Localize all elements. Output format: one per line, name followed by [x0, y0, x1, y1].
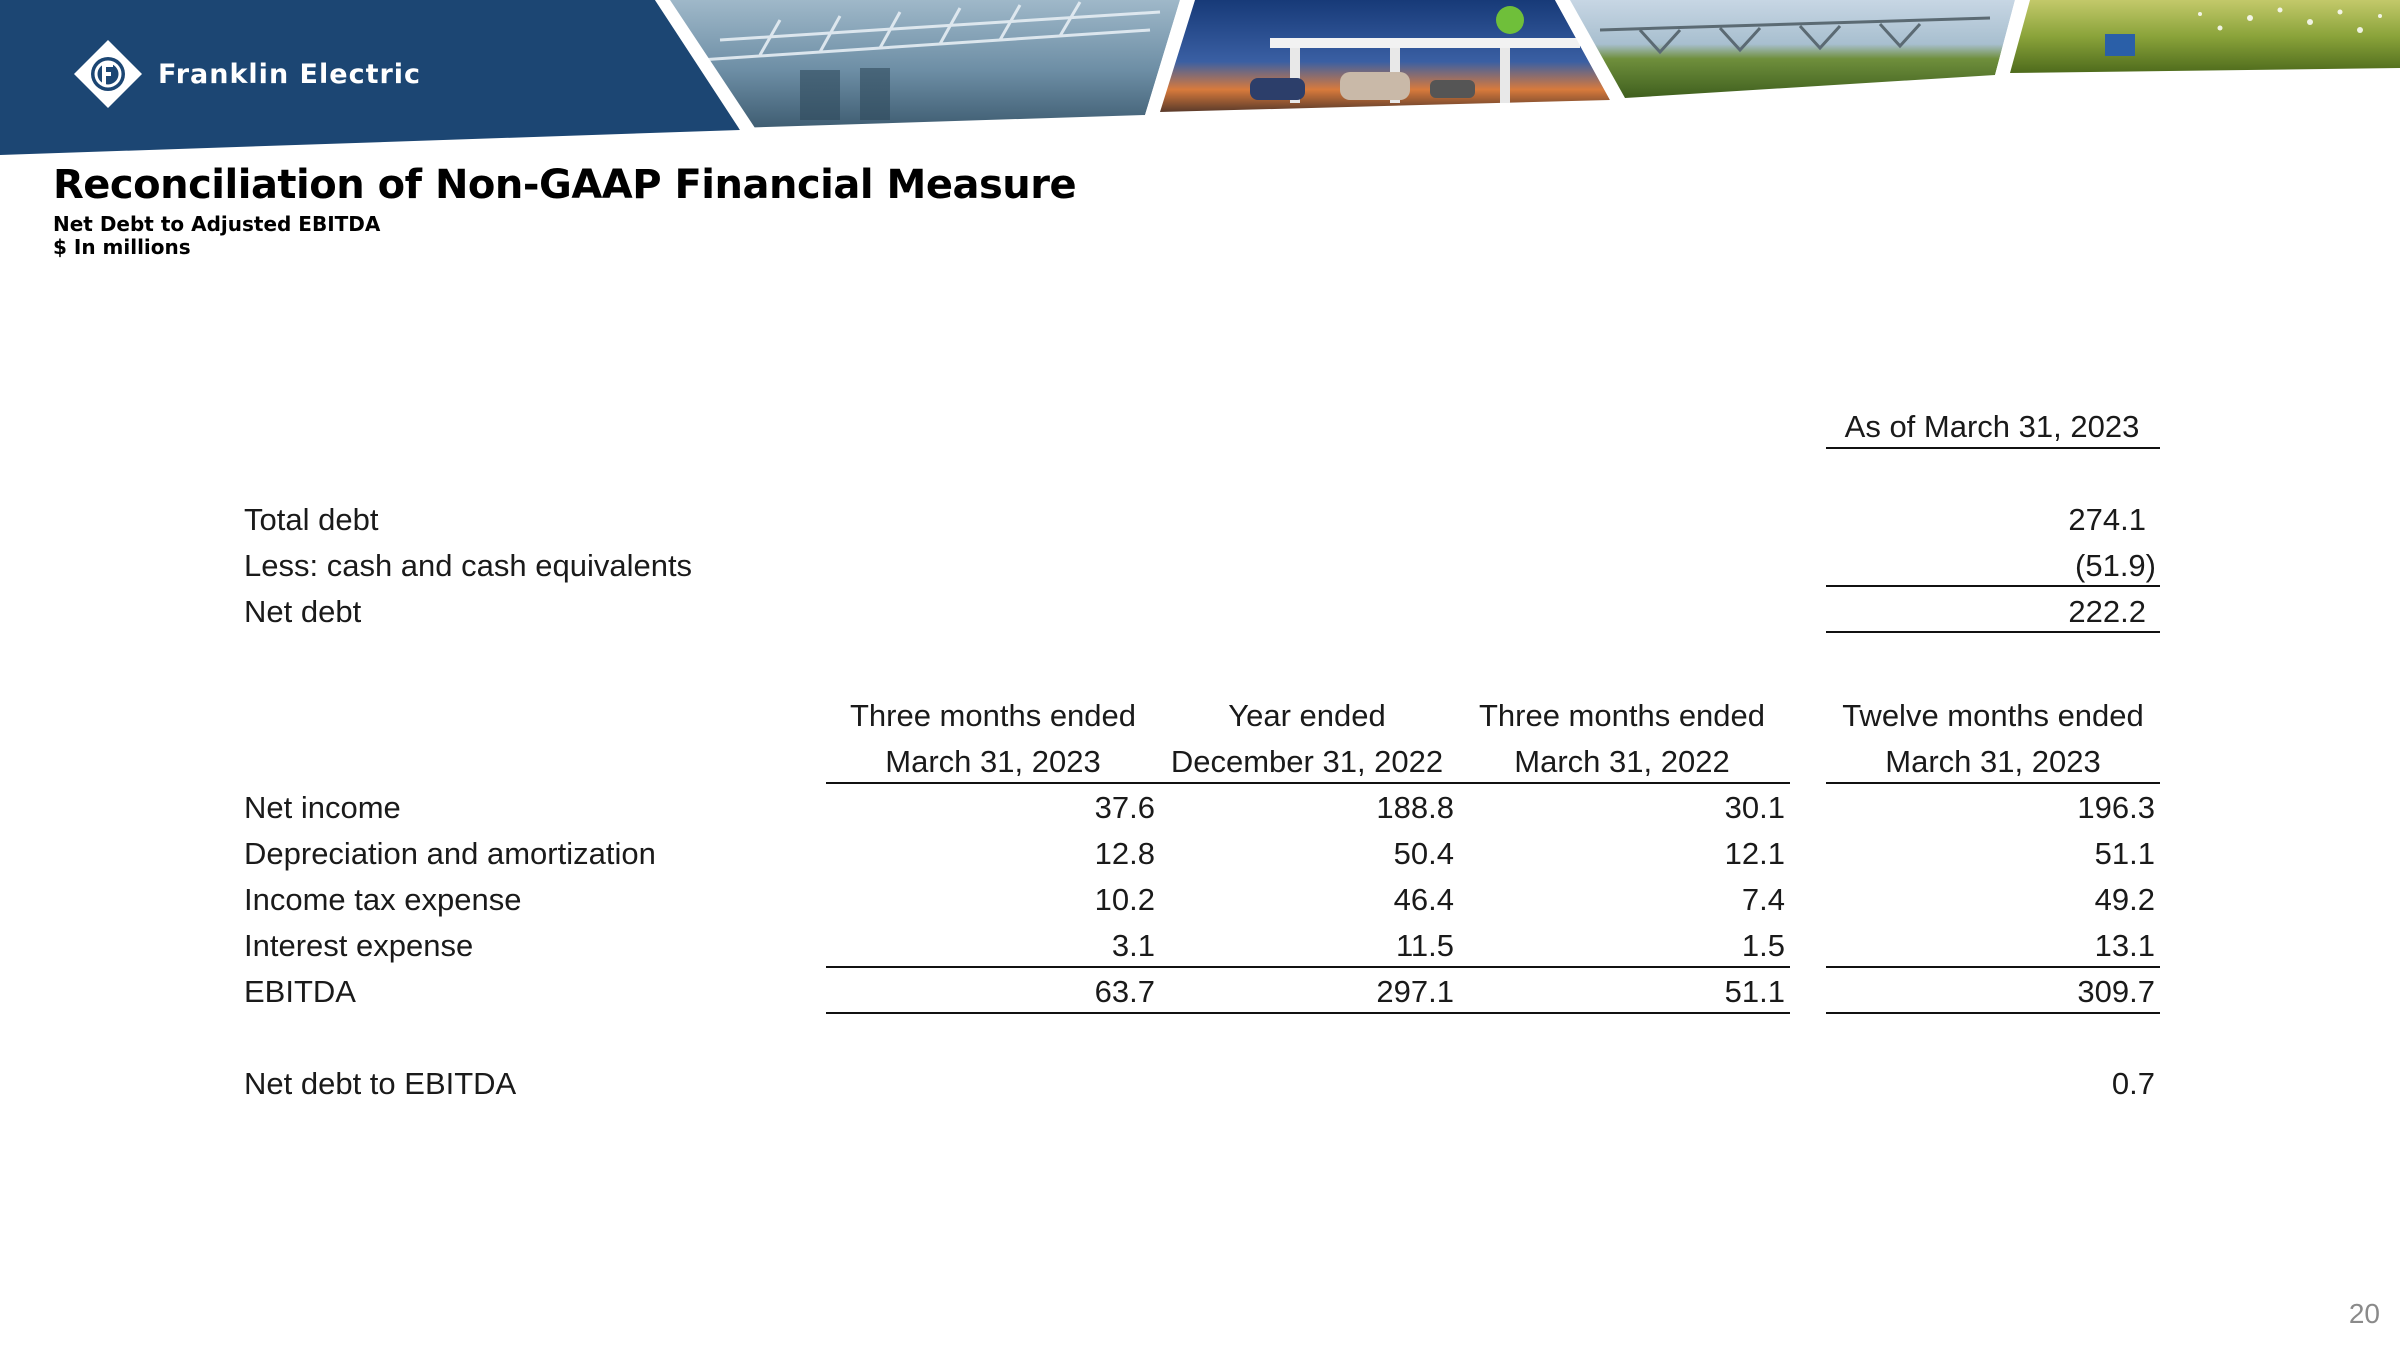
table-cell: 63.7: [1094, 974, 1155, 1009]
company-logo: [72, 36, 421, 112]
row-label-depreciation: Depreciation and amortization: [244, 836, 656, 871]
value-net-debt-to-ebitda: 0.7: [2111, 1066, 2155, 1101]
header-underline: [826, 782, 1790, 784]
total-rule: [826, 1012, 1790, 1014]
table-cell: 11.5: [1395, 928, 1454, 963]
row-label-net-income: Net income: [244, 790, 401, 825]
total-rule: [1826, 631, 2160, 633]
subtotal-rule: [1826, 966, 2160, 968]
col-header-line2: March 31, 2023: [1885, 744, 2101, 779]
table-cell: 188.8: [1376, 790, 1454, 825]
col-header-line1: Twelve months ended: [1842, 698, 2144, 733]
header-underline: [1826, 447, 2160, 449]
table-cell: 51.1: [1724, 974, 1785, 1009]
row-label-income-tax: Income tax expense: [244, 882, 522, 917]
table-cell: 46.4: [1393, 882, 1454, 917]
slide-title: Reconciliation of Non-GAAP Financial Measure: [53, 162, 1077, 208]
table-cell: 50.4: [1393, 836, 1454, 871]
value-cash: (51.9): [2075, 548, 2156, 583]
slide-subtitle: Net Debt to Adjusted EBITDA: [53, 212, 381, 236]
table-cell: 7.4: [1741, 882, 1785, 917]
subtotal-rule: [826, 966, 1790, 968]
row-label-total-debt: Total debt: [244, 502, 379, 537]
total-rule: [1826, 1012, 2160, 1014]
table-cell: 196.3: [2077, 790, 2155, 825]
table-cell: 12.1: [1724, 836, 1785, 871]
table-cell: 309.7: [2077, 974, 2155, 1009]
col-header-line1: Three months ended: [849, 698, 1137, 733]
row-label-net-debt-to-ebitda: Net debt to EBITDA: [244, 1066, 517, 1101]
row-label-interest: Interest expense: [244, 928, 474, 963]
table-cell: 51.1: [2094, 836, 2155, 871]
row-label-net-debt: Net debt: [244, 594, 362, 629]
unit-note: $ In millions: [53, 235, 191, 259]
table-cell: 13.1: [2094, 928, 2155, 963]
photo-gas-station: [1160, 0, 1610, 112]
subtotal-rule: [1826, 585, 2160, 587]
page-number: 20: [2348, 1298, 2380, 1329]
header-underline: [1826, 782, 2160, 784]
table-cell: 1.5: [1741, 928, 1785, 963]
col-header-line2: March 31, 2023: [885, 744, 1101, 779]
value-net-debt: 222.2: [2068, 594, 2146, 629]
value-total-debt: 274.1: [2068, 502, 2146, 537]
brand-name: Franklin Electric: [158, 58, 422, 90]
table-cell: 30.1: [1724, 790, 1785, 825]
row-label-ebitda: EBITDA: [244, 974, 356, 1009]
table-cell: 49.2: [2094, 882, 2155, 917]
col-header-line1: Three months ended: [1478, 698, 1766, 733]
table-cell: 37.6: [1094, 790, 1155, 825]
net-debt-header: As of March 31, 2023: [1844, 409, 2140, 444]
table-cell: 10.2: [1094, 882, 1155, 917]
col-header-line2: December 31, 2022: [1170, 744, 1444, 779]
photo-lawn-sprinkler: [2010, 0, 2400, 73]
table-cell: 12.8: [1094, 836, 1155, 871]
franklin-diamond-logo-icon: [72, 38, 144, 110]
table-cell: 297.1: [1376, 974, 1454, 1009]
row-label-cash: Less: cash and cash equivalents: [244, 548, 693, 583]
col-header-line1: Year ended: [1228, 698, 1386, 733]
photo-irrigation-field: [1570, 0, 2015, 98]
table-cell: 3.1: [1111, 928, 1155, 963]
col-header-line2: March 31, 2022: [1514, 744, 1730, 779]
